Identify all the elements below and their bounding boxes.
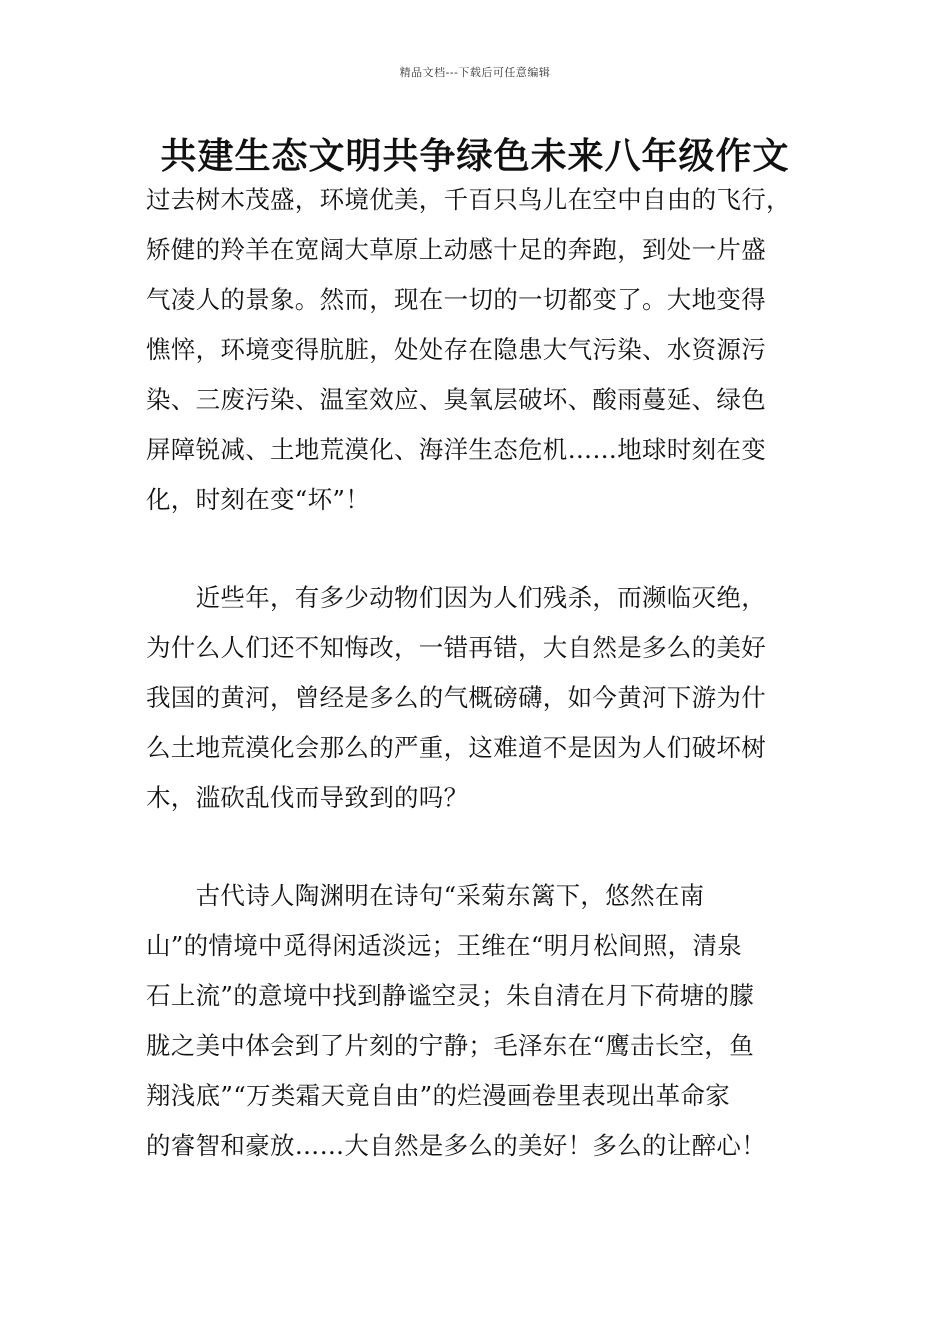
paragraph-line: 么土地荒漠化会那么的严重，这难道不是因为人们破坏树 — [146, 733, 766, 762]
paragraph-line: 化，时刻在变“坏”！ — [146, 485, 371, 514]
header-note: 精品文档---下载后可任意编辑 — [399, 66, 551, 79]
paragraph-line: 矫健的羚羊在宽阔大草原上动感十足的奔跑，到处一片盛 — [146, 235, 766, 264]
paragraph-1 — [146, 175, 832, 525]
document-title: 共建生态文明共争绿色未来八年级作文 — [160, 136, 790, 177]
paragraph-line: 翔浅底”“万类霜天竟自由”的烂漫画卷里表现出革命家 — [146, 1081, 731, 1110]
paragraph-line: 为什么人们还不知悔改，一错再错，大自然是多么的美好 — [146, 633, 766, 662]
paragraph-line: 木，滥砍乱伐而导致到的吗？ — [146, 783, 469, 812]
paragraph-line: 山”的情境中觅得闲适淡远；王维在“明月松间照，清泉 — [146, 931, 743, 960]
paragraph-line: 石上流”的意境中找到静谧空灵；朱自清在月下荷塘的朦 — [146, 981, 755, 1010]
paragraph-line: 染、三废污染、温室效应、臭氧层破坏、酸雨蔓延、绿色 — [146, 385, 766, 414]
paragraph-line: 我国的黄河，曾经是多么的气概磅礴，如今黄河下游为什 — [146, 683, 766, 712]
paragraph-line: 过去树木茂盛，环境优美，千百只鸟儿在空中自由的飞行， — [146, 185, 791, 214]
paragraph-3 — [146, 871, 832, 1171]
paragraph-2 — [146, 573, 832, 823]
paragraph-line: 近些年，有多少动物们因为人们残杀，而濒临灭绝， — [146, 583, 766, 612]
paragraph-line: 憔悴，环境变得肮脏，处处存在隐患大气污染、水资源污 — [146, 335, 766, 364]
paragraph-line: 屏障锐减、土地荒漠化、海洋生态危机……地球时刻在变 — [146, 435, 766, 464]
paragraph-line: 的睿智和豪放……大自然是多么的美好！多么的让醉心！ — [146, 1131, 766, 1160]
paragraph-line: 气凌人的景象。然而，现在一切的一切都变了。大地变得 — [146, 285, 766, 314]
paragraph-line: 胧之美中体会到了片刻的宁静；毛泽东在“鹰击长空，鱼 — [146, 1031, 755, 1060]
paragraph-line: 古代诗人陶渊明在诗句“采菊东篱下，悠然在南 — [146, 881, 705, 910]
